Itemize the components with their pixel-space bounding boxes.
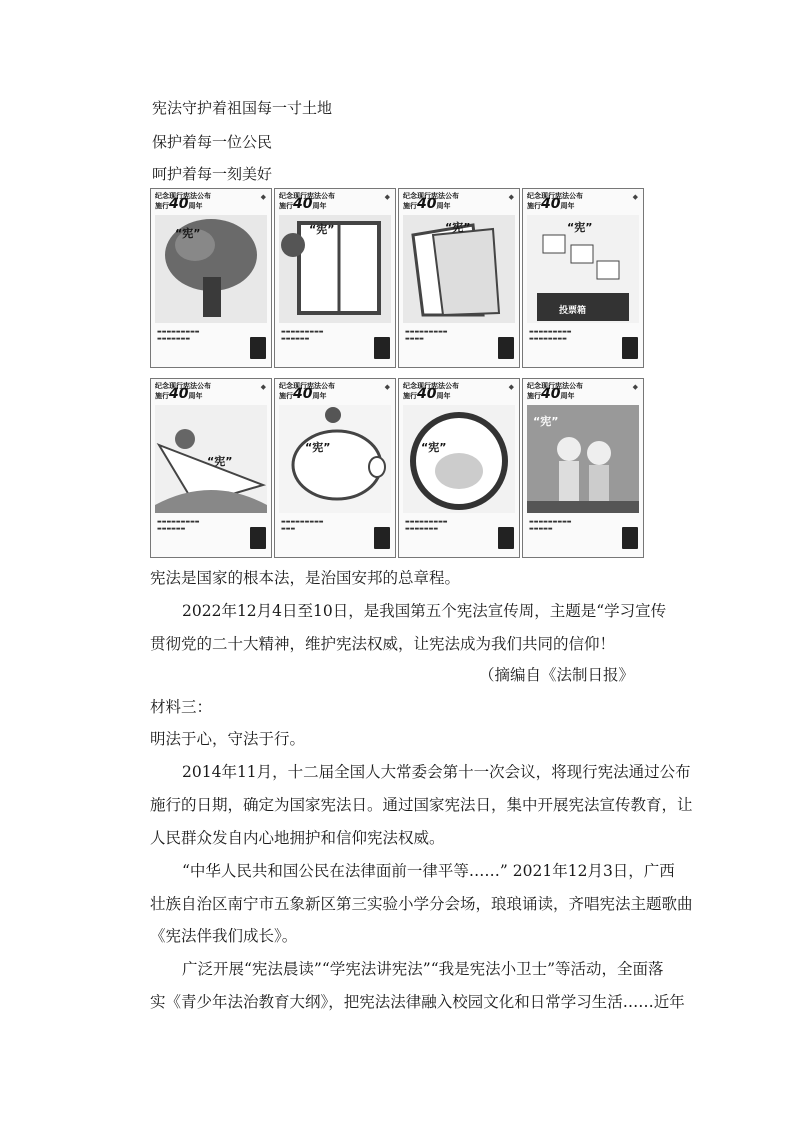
poster-quote: “宪”: [309, 223, 335, 236]
paragraph-constitution: 宪法是国家的根本法，是治国安邦的总章程。: [150, 569, 461, 587]
constitution-book-icon: [250, 337, 266, 359]
poster-quote: “宪”: [533, 415, 559, 428]
piggy-bank-illustration-icon: [279, 405, 391, 513]
poster-hands: [398, 378, 520, 558]
material-three-heading: 材料三：: [150, 698, 213, 716]
poster-header: 纪念现行宪法公布 施行40周年: [527, 192, 583, 212]
paragraph-activities-line1: 广泛开展“宪法晨读”“学宪法讲宪法”“我是宪法小卫士”等活动，全面落: [182, 960, 664, 978]
constitution-book-icon: [622, 527, 638, 549]
poster-logo-icon: ◆: [384, 193, 390, 201]
poster-tree: [150, 188, 272, 368]
window-illustration-icon: [279, 215, 391, 323]
poster-header: 纪念现行宪法公布 施行40周年: [403, 382, 459, 402]
paragraph-2021-line3: 《宪法伴我们成长》。: [150, 927, 298, 945]
poster-caption-lines: ▬▬▬▬▬▬▬▬▬ ▬▬▬▬▬▬▬: [405, 519, 448, 532]
paragraph-2021-line1: “中华人民共和国公民在法律面前一律平等……” 2021年12月3日，广西: [182, 862, 675, 880]
poster-logo-icon: ◆: [384, 383, 390, 391]
paragraph-2014-line1: 2014年11月，十二届全国人大常委会第十一次会议，将现行宪法通过公布: [182, 763, 691, 781]
poster-grid: [150, 188, 644, 556]
poem-line-1: 宪法守护着祖国每一寸土地: [152, 99, 333, 117]
poem-line-2: 保护着每一位公民: [152, 133, 273, 151]
constitution-book-icon: [498, 527, 514, 549]
source-citation: （摘编自《法制日报》: [478, 666, 634, 684]
poem-line-3: 呵护着每一刻美好: [152, 165, 273, 183]
paragraph-2014-line2: 施行的日期，确定为国家宪法日。通过国家宪法日，集中开展宪法宣传教育，让: [150, 796, 693, 814]
poster-caption-lines: ▬▬▬▬▬▬▬▬▬ ▬▬▬: [281, 519, 324, 532]
poster-ballot: [522, 188, 644, 368]
poster-quote: “宪”: [175, 227, 201, 240]
constitution-book-icon: [374, 337, 390, 359]
poster-caption-lines: ▬▬▬▬▬▬▬▬▬ ▬▬▬▬▬▬▬▬: [529, 329, 572, 342]
paragraph-week-line2: 贯彻党的二十大精神，维护宪法权威，让宪法成为我们共同的信仰！: [150, 635, 616, 653]
poster-piggy-bank: [274, 378, 396, 558]
poster-header: 纪念现行宪法公布 施行40周年: [279, 382, 335, 402]
poster-logo-icon: ◆: [508, 383, 514, 391]
constitution-book-icon: [250, 527, 266, 549]
poster-caption-lines: ▬▬▬▬▬▬▬▬▬ ▬▬▬▬▬: [529, 519, 572, 532]
constitution-book-icon: [622, 337, 638, 359]
poster-header: 纪念现行宪法公布 施行40周年: [279, 192, 335, 212]
poster-caption-lines: ▬▬▬▬▬▬▬▬▬ ▬▬▬▬: [405, 329, 448, 342]
poster-quote: “宪”: [207, 455, 233, 468]
poster-logo-icon: ◆: [260, 193, 266, 201]
paragraph-2021-line2: 壮族自治区南宁市五象新区第三实验小学分会场，琅琅诵读，齐唱宪法主题歌曲: [150, 895, 693, 913]
poster-logo-icon: ◆: [508, 193, 514, 201]
paragraph-week-line1: 2022年12月4日至10日，是我国第五个宪法宣传周，主题是“学习宣传: [182, 602, 667, 620]
paragraph-2014-line3: 人民群众发自内心地拥护和信仰宪法权威。: [150, 829, 445, 847]
poster-header: 纪念现行宪法公布 施行40周年: [527, 382, 583, 402]
constitution-book-icon: [374, 527, 390, 549]
poster-quote: “宪”: [305, 441, 331, 454]
paragraph-motto: 明法于心，守法于行。: [150, 730, 306, 748]
hands-illustration-icon: [403, 405, 515, 513]
poster-header: 纪念现行宪法公布 施行40周年: [155, 382, 211, 402]
poster-quote: “宪”: [445, 221, 471, 234]
poster-quote: “宪”: [421, 441, 447, 454]
poster-logo-icon: ◆: [260, 383, 266, 391]
constitution-book-icon: [498, 337, 514, 359]
poster-header: 纪念现行宪法公布 施行40周年: [155, 192, 211, 212]
poster-caption-lines: ▬▬▬▬▬▬▬▬▬ ▬▬▬▬▬▬▬: [157, 329, 200, 342]
poster-quote: “宪”: [567, 221, 593, 234]
poster-elderly-couple: [522, 378, 644, 558]
ballot-box-label: 投票箱: [559, 306, 587, 316]
poster-logo-icon: ◆: [632, 383, 638, 391]
poster-caption-lines: ▬▬▬▬▬▬▬▬▬ ▬▬▬▬▬▬: [281, 329, 324, 342]
poster-window: [274, 188, 396, 368]
poster-caption-lines: ▬▬▬▬▬▬▬▬▬ ▬▬▬▬▬▬: [157, 519, 200, 532]
poster-books: [398, 188, 520, 368]
poster-header: 纪念现行宪法公布 施行40周年: [403, 192, 459, 212]
poster-logo-icon: ◆: [632, 193, 638, 201]
poster-paper-plane: [150, 378, 272, 558]
tree-illustration-icon: [155, 215, 267, 323]
paragraph-activities-line2: 实《青少年法治教育大纲》，把宪法法律融入校园文化和日常学习生活……近年: [150, 993, 685, 1011]
